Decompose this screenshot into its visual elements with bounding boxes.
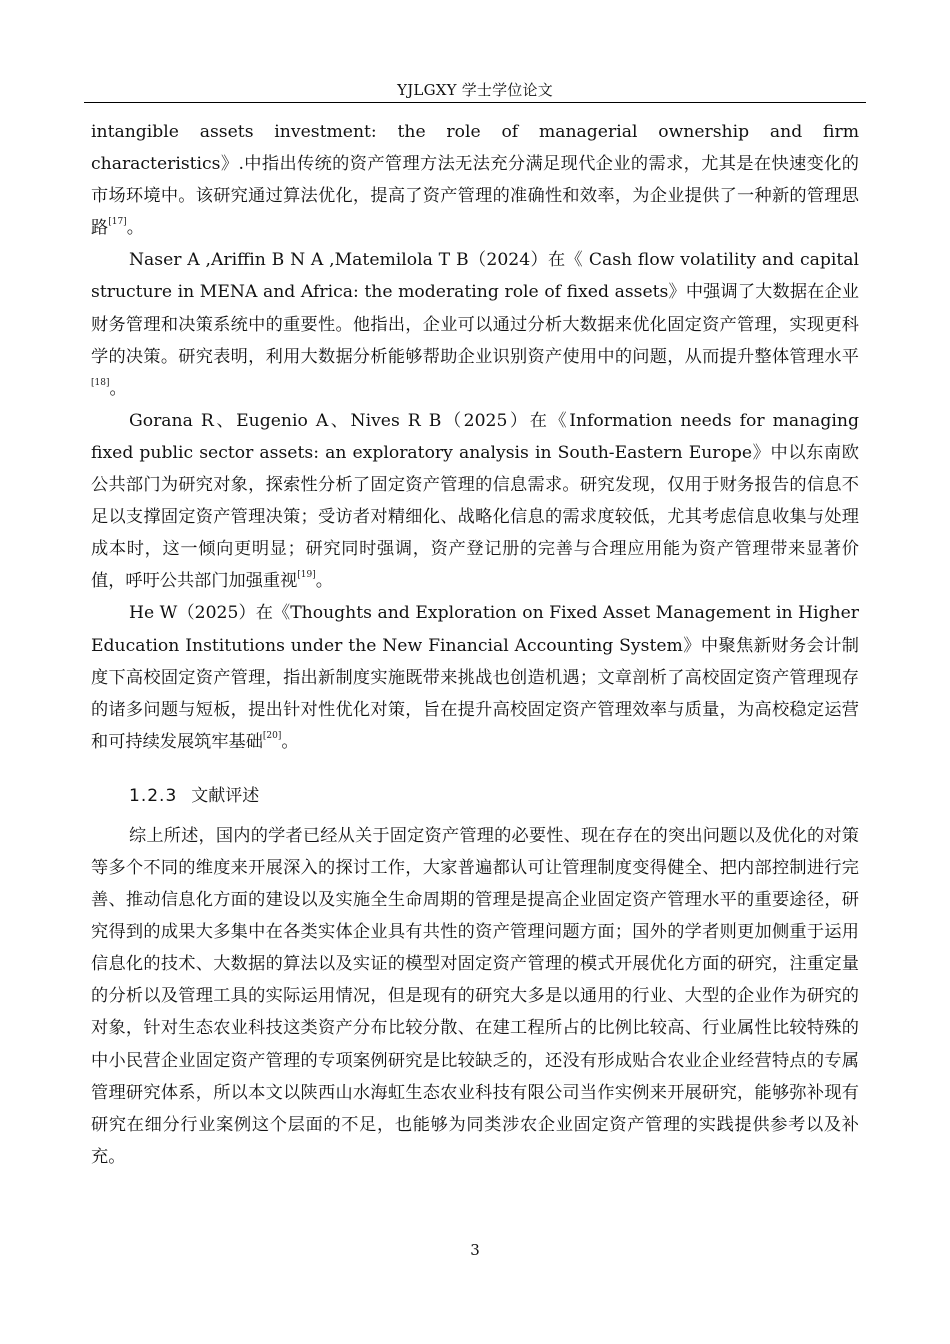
- header-rule: [84, 102, 866, 103]
- paragraph-tail: 。: [281, 731, 299, 752]
- page-header: YJLGXY 学士学位论文: [397, 81, 553, 99]
- paragraph-text: intangible assets investment: the role of managerial ownership and firm characteristics》.中指出传统的资产管理方法无法充分满足现代企业的需求，尤其是在快速变化的市场环境中。该研究通过算法优化，提高了资产管理的准确性和效率，为企业提供了一种新的管理思路: [91, 122, 859, 239]
- citation-ref: [18]: [91, 377, 110, 388]
- paragraph-text: Naser A ,Ariffin B N A ,Matemilola T B（2024）在《 Cash flow volatility and capital structure in MENA and Africa: the moderating role of fixed assets》中强调了大数据在企业财务管理和决策系统中的重要性。他指出，企业可以通过分析大数据来优化固定资产管理，实现更科学的决策。研究表明，利用大数据分析能够帮助企业识别资产使用中的问题，从而提升整体管理水平: [91, 250, 859, 367]
- citation-ref: [19]: [297, 570, 316, 581]
- paragraph-tail: 。: [126, 218, 144, 239]
- paragraph-text: Gorana R、Eugenio A、Nives R B（2025）在《Information needs for managing fixed public sector assets: an exploratory analysis in South-Eastern Europe》中以东南欧公共部门为研究对象，探索性分析了固定资产管理的信息需求。研究发现，仅用于财务报告的信息不足以支撑固定资产管理决策；受访者对精细化、战略化信息的需求度较低，尤其考虑信息收集与处理成本时，这一倾向更明显；研究同时强调，资产登记册的完善与合理应用能为资产管理带来显著价值，呼吁公共部门加强重视: [91, 410, 859, 592]
- paragraph-he: [91, 597, 859, 757]
- paragraph-summary: 综上所述，国内的学者已经从关于固定资产管理的必要性、现在存在的突出问题以及优化的对策等多个不同的维度来开展深入的探讨工作，大家普遍都认可让管理制度变得健全、把内部控制进行完善、推动信息化方面的建设以及实施全生命周期的管理是提高企业固定资产管理水平的重要途径，研究得到的成果大多集中在各类实体企业具有共性的资产管理问题方面；国外的学者则更加侧重于运用信息化的技术、大数据的算法以及实证的模型对固定资产管理的模式开展优化方面的研究，注重定量的分析以及管理工具的实际运用情况，但是现有的研究大多是以通用的行业、大型的企业作为研究的对象，针对生态农业科技这类资产分布比较分散、在建工程所占的比例比较高、行业属性比较特殊的中小民营企业固定资产管理的专项案例研究是比较缺乏的，还没有形成贴合农业企业经营特点的专属管理研究体系，所以本文以陕西山水海虹生态农业科技有限公司当作实例来开展研究，能够弥补现有研究在细分行业案例这个层面的不足，也能够为同类涉农企业固定资产管理的实践提供参考以及补充。: [91, 825, 859, 1167]
- document-body: [91, 116, 859, 1173]
- citation-ref: [20]: [262, 730, 282, 741]
- section-title: 文献评述: [191, 785, 260, 806]
- section-heading: [129, 780, 859, 812]
- paragraph-naser: [91, 244, 859, 404]
- section-number: 1.2.3: [129, 785, 178, 806]
- citation-ref: [17]: [108, 217, 127, 228]
- page-number: 3: [470, 1241, 480, 1259]
- paragraph-tail: 。: [315, 571, 333, 592]
- paragraph-continuation: [91, 116, 859, 244]
- paragraph-gorana: [91, 405, 859, 598]
- paragraph-text: He W（2025）在《Thoughts and Exploration on Fixed Asset Management in Higher Education Institutions under the New Financial Accounting System》中聚焦新财务会计制度下高校固定资产管理，指出新制度实施既带来挑战也创造机遇；文章剖析了高校固定资产管理现存的诸多问题与短板，提出针对性优化对策，旨在提升高校固定资产管理效率与质量，为高校稳定运营和可持续发展筑牢基础: [91, 603, 859, 752]
- paragraph-tail: 。: [109, 378, 127, 399]
